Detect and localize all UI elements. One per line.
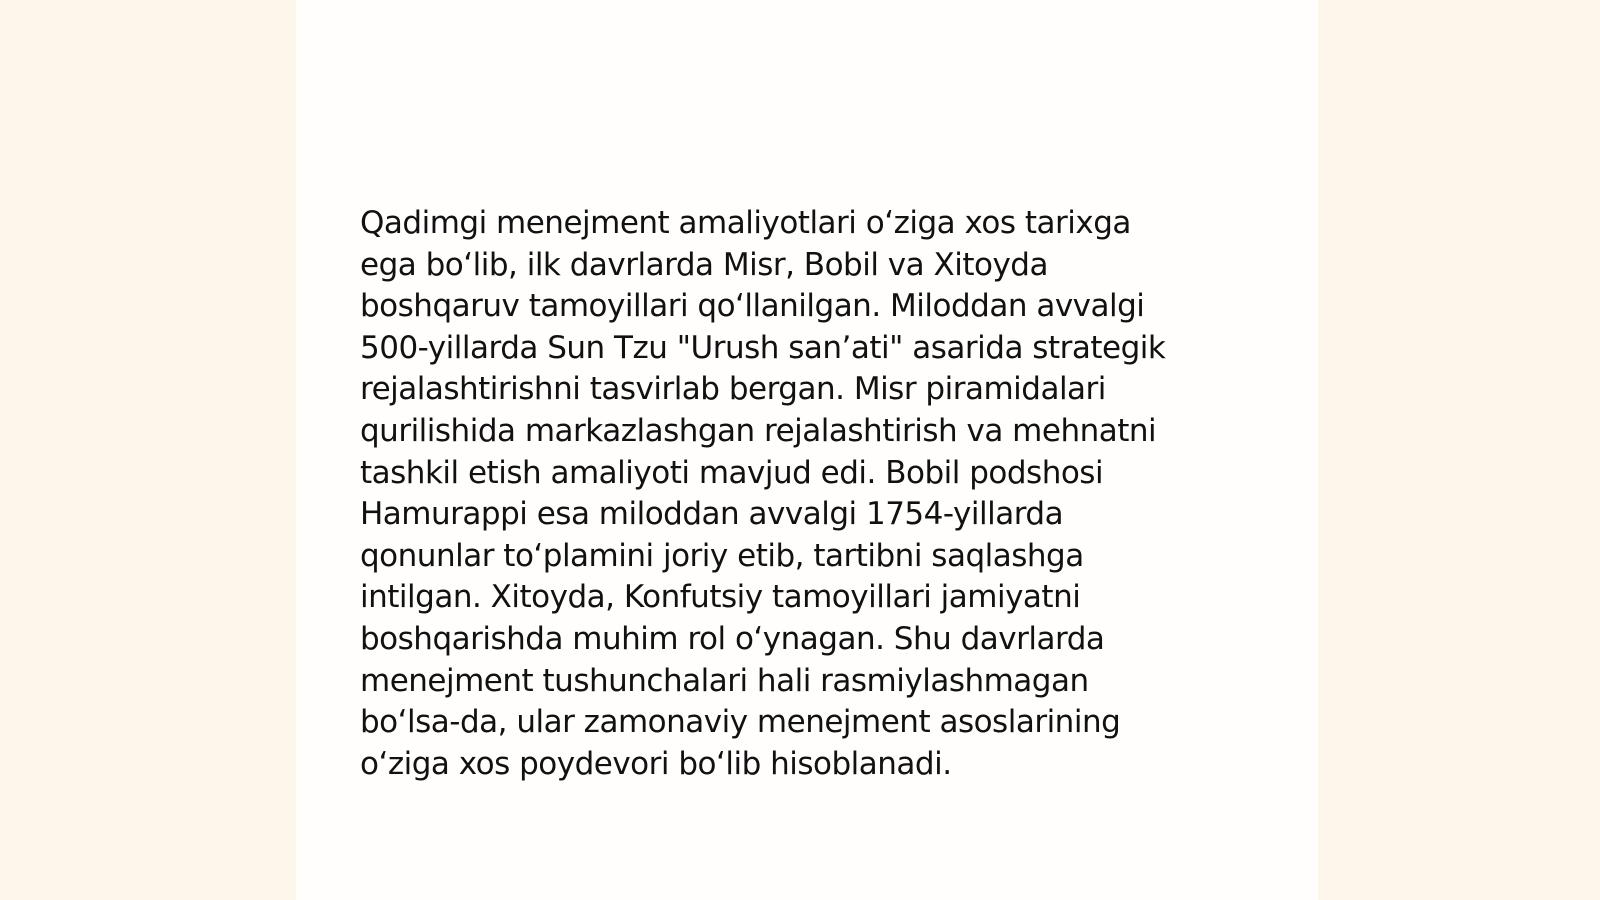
slide xyxy=(296,0,1318,900)
paragraph-line: ega boʻlib, ilk davrlarda Misr, Bobil va Xitoyda xyxy=(360,246,1048,283)
paragraph-line: qurilishida markazlashgan rejalashtirish va mehnatni xyxy=(360,412,1157,449)
paragraph-line: intilgan. Xitoyda, Konfutsiy tamoyillari jamiyatni xyxy=(360,579,1081,616)
paragraph-line: Hamurappi esa miloddan avvalgi 1754-yillarda xyxy=(360,496,1064,533)
paragraph-line: rejalashtirishni tasvirlab bergan. Misr piramidalari xyxy=(360,371,1106,408)
paragraph-line: boʻlsa-da, ular zamonaviy menejment asoslarining xyxy=(360,704,1121,741)
paragraph-line: boshqaruv tamoyillari qoʻllanilgan. Miloddan avvalgi xyxy=(360,288,1145,325)
paragraph-line: 500-yillarda Sun Tzu "Urush san’ati" asarida strategik xyxy=(360,329,1166,366)
paragraph-line: boshqarishda muhim rol oʻynagan. Shu davrlarda xyxy=(360,620,1105,657)
paragraph-line: tashkil etish amaliyoti mavjud edi. Bobil podshosi xyxy=(360,454,1104,491)
slide-paragraph xyxy=(360,203,1240,785)
paragraph-line: Qadimgi menejment amaliyotlari oʻziga xos tarixga xyxy=(360,205,1131,241)
paragraph-line: qonunlar toʻplamini joriy etib, tartibni saqlashga xyxy=(360,537,1084,574)
paragraph-line: oʻziga xos poydevori boʻlib hisoblanadi. xyxy=(360,745,952,782)
paragraph-line: menejment tushunchalari hali rasmiylashmagan xyxy=(360,662,1089,699)
